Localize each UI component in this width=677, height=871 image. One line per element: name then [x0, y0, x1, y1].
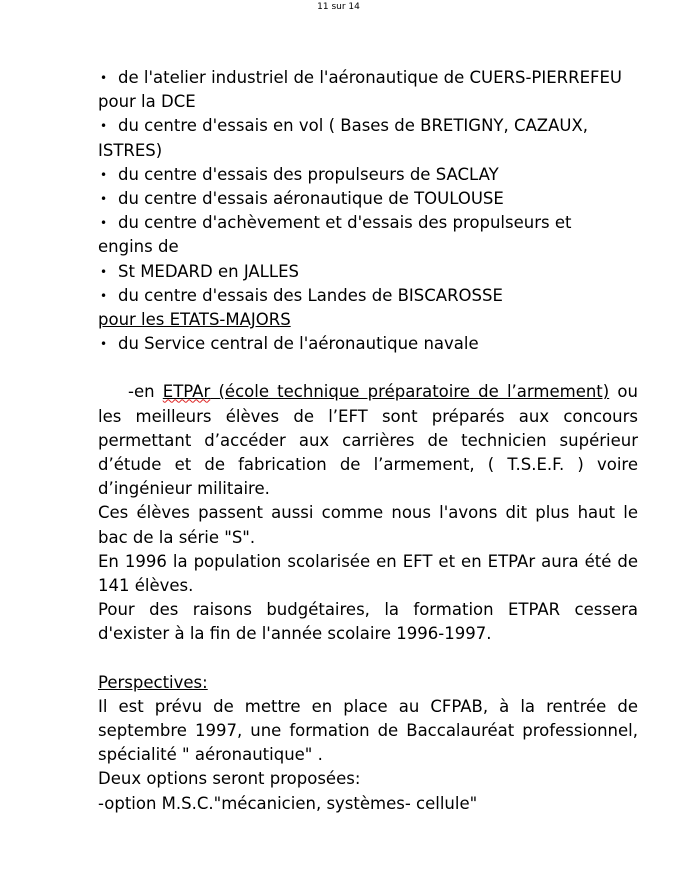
- paragraph-bac: Ces élèves passent aussi comme nous l'avons dit plus haut le bac de la série "S".: [98, 503, 638, 547]
- list-item-text: du Service central de l'aéronautique navale: [118, 334, 479, 354]
- list-item: [98, 163, 638, 187]
- etpar-paragraph: [98, 380, 638, 501]
- list-item: [98, 284, 638, 308]
- list-item-text: du centre d'essais des Landes de BISCAROSSE: [118, 285, 503, 305]
- label-dce: pour la DCE: [98, 92, 196, 112]
- list-item-text: de l'atelier industriel de l'aéronautique de CUERS-PIERREFEU: [118, 68, 623, 87]
- bullet-icon: •: [100, 167, 108, 182]
- bullet-icon: •: [100, 264, 108, 279]
- bullet-icon: •: [100, 192, 108, 207]
- label-etats-majors: pour les ETATS-MAJORS: [98, 310, 291, 330]
- bullet-icon: •: [100, 119, 108, 134]
- list-item-text: du centre d'achèvement et d'essais des propulseurs et: [118, 213, 572, 233]
- list-item: [98, 332, 638, 356]
- paragraph-budget: Pour des raisons budgétaires, la formation ETPAR cessera d'exister à la fin de l'année scolaire 1996-1997.: [98, 600, 638, 644]
- list-item: [98, 114, 638, 138]
- etpar-abbr: ETPAr: [162, 382, 211, 402]
- list-item-text: du centre d'essais des propulseurs de SACLAY: [118, 164, 499, 184]
- etpar-rest: ou les meilleurs élèves de l’EFT sont préparés aux concours permettant d’accéder aux carrières de technicien supérieur d’étude et de fabrication de l’armement, ( T.S.E.F. ) voire d’ingénieur militaire.: [98, 382, 638, 499]
- list-item: [98, 260, 638, 284]
- list-item: [98, 66, 638, 90]
- list-item-continuation: ISTRES): [98, 140, 163, 160]
- bullet-icon: •: [100, 71, 108, 85]
- list-item-text: St MEDARD en JALLES: [118, 261, 299, 281]
- paragraph-1996: En 1996 la population scolarisée en EFT et en ETPAr aura été de 141 élèves.: [98, 551, 638, 596]
- list-item-continuation: engins de: [98, 237, 179, 257]
- page-indicator: 11 sur 14: [317, 2, 360, 12]
- document-body: [98, 66, 638, 816]
- etpar-full: (école technique préparatoire de l’armement): [210, 382, 610, 402]
- etpar-prefix: -en: [128, 382, 163, 402]
- etpar-title: [163, 382, 609, 401]
- paragraph-option-msc: -option M.S.C."mécanicien, systèmes- cellule": [98, 793, 478, 813]
- perspectives-heading: Perspectives:: [98, 672, 208, 692]
- bullet-icon: •: [100, 337, 108, 352]
- list-item-text: du centre d'essais en vol ( Bases de BRETIGNY, CAZAUX,: [118, 116, 589, 136]
- list-item: [98, 187, 638, 211]
- paragraph-cfpab: Il est prévu de mettre en place au CFPAB, à la rentrée de septembre 1997, une formation de Baccalauréat professionnel, spécialité " aéronautique" .: [98, 696, 638, 765]
- list-item-text: du centre d'essais aéronautique de TOULOUSE: [118, 189, 504, 209]
- paragraph-options: Deux options seront proposées:: [98, 769, 361, 789]
- list-item: [98, 211, 638, 235]
- bullet-icon: •: [100, 216, 108, 231]
- bullet-icon: •: [100, 288, 108, 303]
